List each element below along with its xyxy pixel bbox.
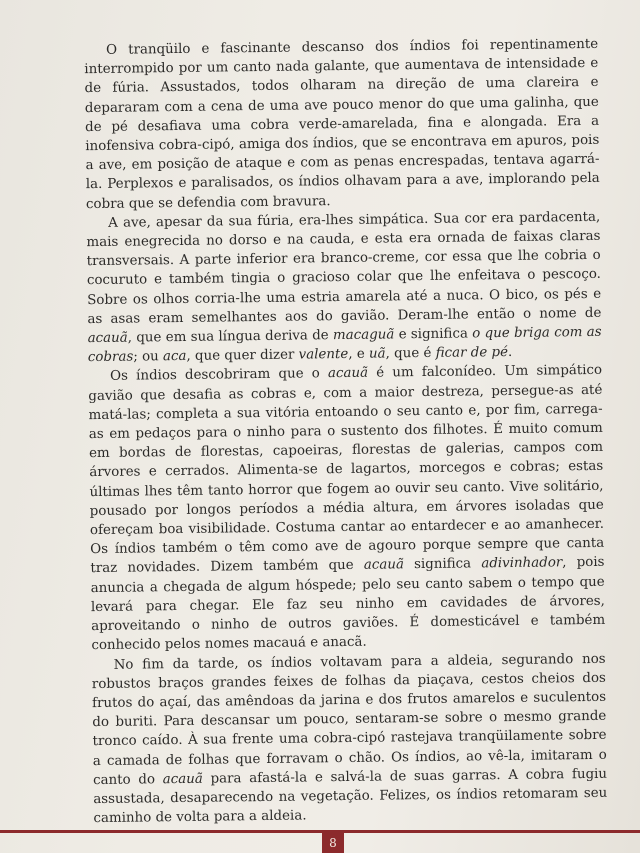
paragraph-falconideo [88, 361, 605, 655]
italic-term: acauã [87, 330, 128, 347]
italic-term: o que briga com as cobras [87, 324, 602, 366]
italic-term: ficar de pé [435, 345, 509, 362]
text-run: Os índios descobriram que o [110, 366, 329, 385]
text-run: , e [348, 346, 370, 363]
text-run: . [507, 345, 513, 361]
text-run: No fim da tarde, os índios voltavam para a aldeia, segurando nos robustos braços grandes feixes de folhas da piaçava, cestos cheios dos frutos do açaí, das amêndoas da jarina e dos frutos amarelos e suculentos do buriti. Para descansar um pouco, sentaram-se sobre o mesmo grande tronco caído. À sua frente uma cobra-cipó rastejava tranqüilamente sobre a camada de folhas que forravam o chão. Os índios, ao vê-la, imitaram o canto do [91, 651, 607, 788]
text-run: e significa [394, 326, 473, 343]
italic-term: acauã [327, 366, 369, 382]
text-run: , que quer dizer [186, 347, 299, 365]
text-run: é um falconídeo. Um simpático gavião que desafia as cobras e, com a maior destreza, persegue-as até matá-las; completa a sua vitória entoando o seu canto e, por fim, carrega-as em pedaços para o ninho para o sustento dos filhotes. É muito comum em bordas de florestas, capoeiras, florestas de galerias, campos com árvores e cerrados. Alimenta-se de lagartos, morcegos e cobras; estas últimas lhes têm tanto horror que fogem ao ouvir seu canto. Vive solitário, pousado por longos períodos a média altura, em árvores isoladas que ofereçam boa visibilidade. Costuma cantar ao entardecer e ao amanhecer. Os índios também o têm como ave de agouro porque sempre que canta traz novidades. Dizem também que [88, 363, 605, 577]
italic-term: uã [368, 346, 386, 362]
italic-term: acauã [363, 557, 405, 574]
paragraph-fim-da-tarde [92, 649, 608, 828]
italic-term: macaguã [332, 327, 395, 344]
text-run: A ave, apesar da sua fúria, era-lhes simpática. Sua cor era pardacenta, mais enegrecida no dorso e na cauda, e esta era ornada de faixas claras transversais. A parte inferior era branco-creme, cor essa que lhe cobria o cocuruto e também tingia o gracioso colar que lhe enfeitava o pescoço. Sobre os olhos corria-lhe uma estria amarela até a nuca. O bico, os pés e as asas eram semelhantes aos do gavião. Deram-lhe então o nome de [86, 209, 602, 327]
italic-term: adivinhador [481, 555, 563, 572]
text-run: significa [403, 556, 482, 573]
text-run: ; ou [133, 349, 164, 365]
paragraph-descricao-ave [86, 208, 602, 368]
page-number: 8 [322, 833, 344, 853]
italic-term: aca [162, 349, 187, 365]
italic-term: acauã [162, 771, 203, 787]
page-text [84, 35, 608, 829]
bottom-rule [0, 830, 640, 833]
text-run: O tranqüilo e fascinante descanso dos índios foi repentinamente interrompido por um canto nada galante, que aumentava de intensidade e de fúria. Assustados, todos olharam na direção de uma clareira e depararam com a cena de uma ave pouco menor do que uma galinha, que de pé desafiava uma cobra verde-amarelada, fina e alongada. Era a inofensiva cobra-cipó, amiga dos índios, que se encontrava em apuros, pois a ave, em posição de ataque e com as penas encrespadas, tentava agarrá-la. Perplexos e paralisados, os índios olhavam para a ave, implorando pela cobra que se defendia com bravura. [84, 36, 600, 212]
text-run: para afastá-la e salvá-la de suas garras. A cobra fugiu assustada, desaparecendo na vegetação. Felizes, os índios retomaram seu caminho de volta para a aldeia. [93, 766, 608, 827]
text-run: , que é [385, 346, 436, 362]
paragraph-ave-cobra [84, 35, 600, 214]
text-run: , que em sua língua deriva de [127, 328, 334, 346]
italic-term: valente [298, 347, 349, 363]
text-run: , pois anuncia a chegada de algum hóspede; pelo seu canto sabem o tempo que levará para chegar. Ele faz seu ninho em cavidades de árvores, aproveitando o ninho de outros gaviões. É domesticável e também conhecido pelos nomes macauá e anacã. [90, 555, 606, 654]
